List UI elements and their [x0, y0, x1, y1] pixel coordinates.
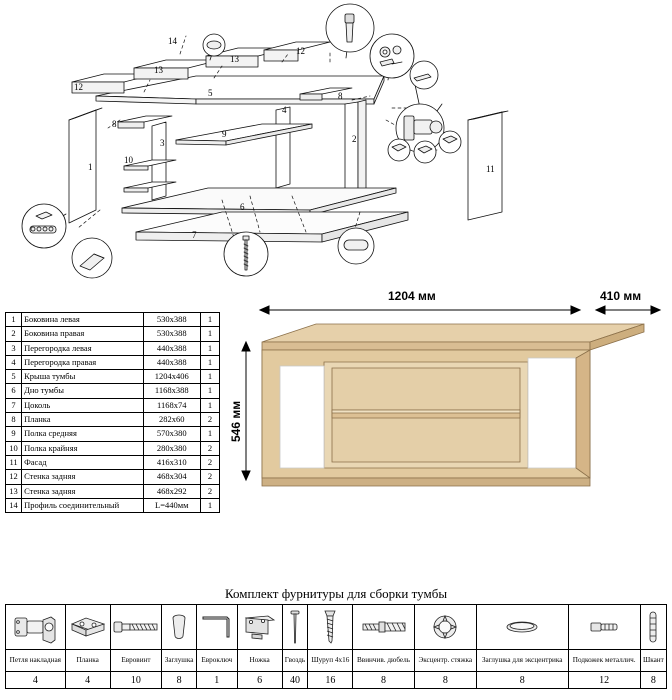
- part-qty: 1: [200, 384, 219, 398]
- part-size: 280x380: [143, 441, 200, 455]
- svg-text:9: 9: [222, 129, 227, 139]
- part-index: 4: [6, 355, 22, 369]
- kit-label: Ножка: [237, 650, 282, 672]
- svg-text:8: 8: [112, 119, 117, 129]
- part-name: Профиль соединительный: [22, 498, 144, 512]
- kit-label: Шкант: [640, 650, 666, 672]
- part-qty: 2: [200, 484, 219, 498]
- part-size: L=440мм: [143, 498, 200, 512]
- screw-icon: [308, 605, 353, 650]
- svg-text:11: 11: [486, 164, 495, 174]
- part-index: 9: [6, 427, 22, 441]
- width-label: 1204 мм: [388, 289, 436, 303]
- kit-label: Заглушка для эксцентрика: [476, 650, 568, 672]
- part-qty: 1: [200, 427, 219, 441]
- table-row: [6, 384, 220, 398]
- kit-label: Планка: [65, 650, 110, 672]
- part-index: 12: [6, 470, 22, 484]
- plate-icon: [65, 605, 110, 650]
- part-qty: 2: [200, 441, 219, 455]
- part-name: Боковина левая: [22, 313, 144, 327]
- kit-icons-row: [6, 605, 667, 650]
- cabinet-render: [228, 282, 672, 542]
- kit-label: Шуруп 4x16: [308, 650, 353, 672]
- table-row: [6, 370, 220, 384]
- part-size: 416x310: [143, 455, 200, 469]
- dowel-screw-icon: [353, 605, 414, 650]
- table-row: [6, 484, 220, 498]
- leg-icon: [237, 605, 282, 650]
- height-label: 546 мм: [229, 400, 243, 442]
- kit-label: Евровинт: [110, 650, 162, 672]
- part-size: 1168x74: [143, 398, 200, 412]
- part-name: Стенка задняя: [22, 484, 144, 498]
- svg-text:7: 7: [192, 230, 197, 240]
- svg-text:5: 5: [208, 88, 213, 98]
- table-row: [6, 470, 220, 484]
- svg-text:4: 4: [282, 105, 287, 115]
- kit-count: 8: [162, 672, 197, 689]
- part-index: 3: [6, 341, 22, 355]
- table-row: [6, 498, 220, 512]
- parts-table: [5, 312, 220, 513]
- svg-text:13: 13: [154, 65, 163, 75]
- euro-screw-icon: [110, 605, 162, 650]
- svg-text:12: 12: [296, 46, 305, 56]
- part-qty: 1: [200, 370, 219, 384]
- exploded-diagram: [0, 0, 672, 282]
- svg-text:10: 10: [124, 155, 133, 165]
- hardware-kit-table: [5, 604, 667, 689]
- part-name: Полка средняя: [22, 427, 144, 441]
- kit-label: Эксцентр. стяжка: [414, 650, 476, 672]
- part-qty: 1: [200, 498, 219, 512]
- part-name: Планка: [22, 413, 144, 427]
- kit-count: 8: [414, 672, 476, 689]
- kit-count: 4: [65, 672, 110, 689]
- part-name: Полка крайняя: [22, 441, 144, 455]
- hinge-overlay-icon: [6, 605, 66, 650]
- table-row: [6, 313, 220, 327]
- part-index: 7: [6, 398, 22, 412]
- table-row: [6, 427, 220, 441]
- kit-count: 8: [640, 672, 666, 689]
- part-size: 440x388: [143, 355, 200, 369]
- part-index: 6: [6, 384, 22, 398]
- table-row: [6, 413, 220, 427]
- part-qty: 2: [200, 413, 219, 427]
- part-name: Стенка задняя: [22, 470, 144, 484]
- kit-count: 16: [308, 672, 353, 689]
- kit-counts-row: [6, 672, 667, 689]
- euro-key-icon: [196, 605, 237, 650]
- kit-count: 6: [237, 672, 282, 689]
- part-qty: 1: [200, 398, 219, 412]
- part-size: 570x380: [143, 427, 200, 441]
- part-index: 14: [6, 498, 22, 512]
- table-row: [6, 341, 220, 355]
- kit-label: Гвоздь: [282, 650, 308, 672]
- part-name: Фасад: [22, 455, 144, 469]
- part-size: 530x388: [143, 327, 200, 341]
- part-qty: 2: [200, 470, 219, 484]
- eccentric-cap-icon: [476, 605, 568, 650]
- eccentric-icon: [414, 605, 476, 650]
- part-index: 8: [6, 413, 22, 427]
- part-index: 13: [6, 484, 22, 498]
- table-row: [6, 441, 220, 455]
- kit-title: Комплект фурнитуры для сборки тумбы: [224, 586, 448, 601]
- dowel-icon: [640, 605, 666, 650]
- kit-label: Подкожек металлич.: [568, 650, 640, 672]
- svg-text:14: 14: [168, 36, 177, 46]
- table-row: [6, 398, 220, 412]
- part-index: 1: [6, 313, 22, 327]
- part-name: Перегородка левая: [22, 341, 144, 355]
- part-qty: 2: [200, 455, 219, 469]
- kit-count: 12: [568, 672, 640, 689]
- kit-label: Заглушка: [162, 650, 197, 672]
- kit-label: Петля накладная: [6, 650, 66, 672]
- part-size: 468x304: [143, 470, 200, 484]
- part-name: Боковина правая: [22, 327, 144, 341]
- part-qty: 1: [200, 327, 219, 341]
- part-qty: 1: [200, 355, 219, 369]
- kit-count: 1: [196, 672, 237, 689]
- svg-text:8: 8: [338, 91, 343, 101]
- kit-count: 10: [110, 672, 162, 689]
- part-size: 468x292: [143, 484, 200, 498]
- nail-icon: [282, 605, 308, 650]
- part-name: Цоколь: [22, 398, 144, 412]
- svg-text:2: 2: [352, 134, 357, 144]
- part-size: 1168x388: [143, 384, 200, 398]
- kit-count: 8: [476, 672, 568, 689]
- part-index: 2: [6, 327, 22, 341]
- part-size: 530x388: [143, 313, 200, 327]
- svg-text:3: 3: [160, 138, 165, 148]
- part-size: 440x388: [143, 341, 200, 355]
- kit-count: 8: [353, 672, 414, 689]
- part-name: Дно тумбы: [22, 384, 144, 398]
- kit-label: Евроключ: [196, 650, 237, 672]
- shelf-support-icon: [568, 605, 640, 650]
- part-index: 5: [6, 370, 22, 384]
- part-name: Перегородка правая: [22, 355, 144, 369]
- part-size: 1204x406: [143, 370, 200, 384]
- kit-labels-row: [6, 650, 667, 672]
- cap-icon: [162, 605, 197, 650]
- part-index: 11: [6, 455, 22, 469]
- part-index: 10: [6, 441, 22, 455]
- kit-count: 4: [6, 672, 66, 689]
- svg-text:6: 6: [240, 202, 245, 212]
- part-name: Крыша тумбы: [22, 370, 144, 384]
- svg-text:13: 13: [230, 54, 239, 64]
- svg-text:12: 12: [74, 82, 83, 92]
- table-row: [6, 327, 220, 341]
- table-row: [6, 455, 220, 469]
- table-row: [6, 355, 220, 369]
- depth-label: 410 мм: [600, 289, 642, 303]
- svg-text:1: 1: [88, 162, 93, 172]
- kit-count: 40: [282, 672, 308, 689]
- part-qty: 1: [200, 341, 219, 355]
- part-size: 282x60: [143, 413, 200, 427]
- kit-label: Ввинчив. дюбель: [353, 650, 414, 672]
- part-qty: 1: [200, 313, 219, 327]
